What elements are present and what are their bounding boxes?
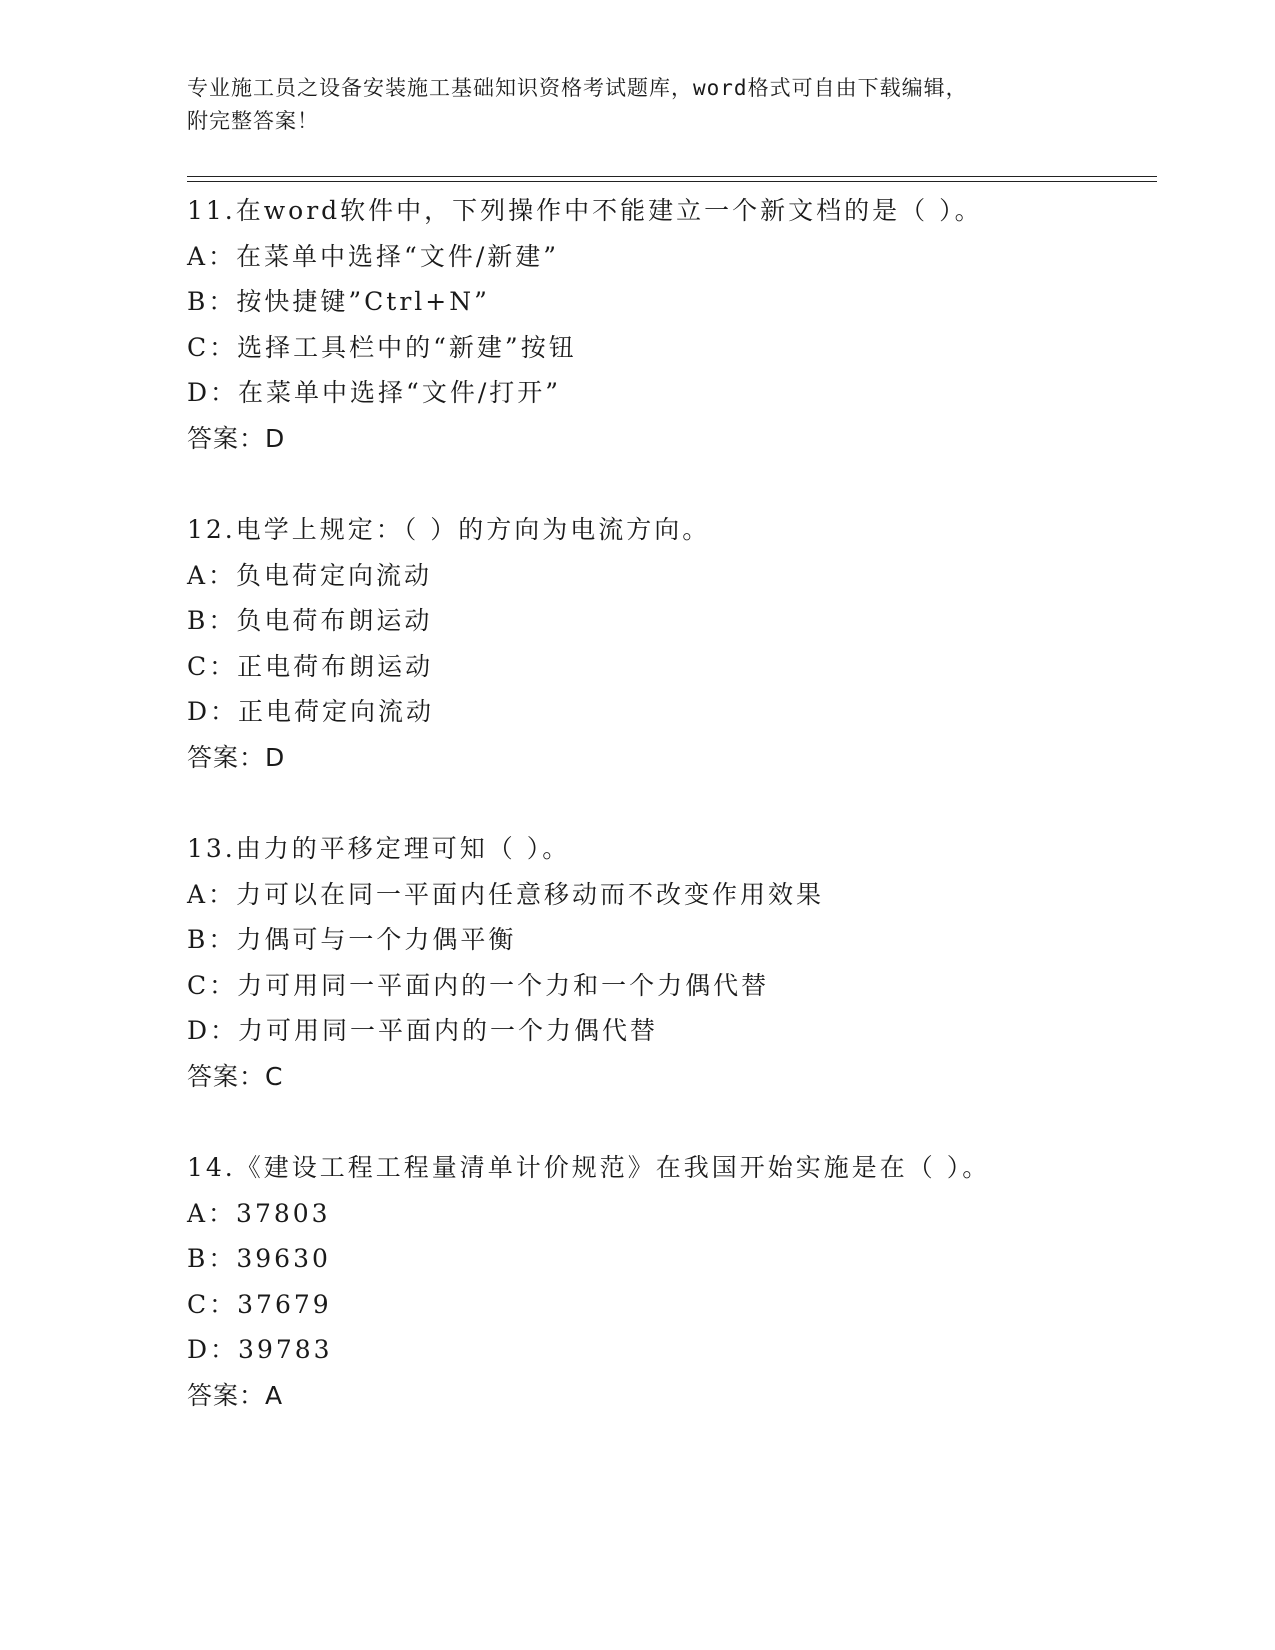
- option-b: B：负电荷布朗运动: [187, 606, 433, 635]
- option-a: A：在菜单中选择“文件/新建”: [187, 241, 560, 271]
- option-d: D：在菜单中选择“文件/打开”: [187, 378, 562, 407]
- header-divider-top: [187, 176, 1157, 177]
- option-c: C：正电荷布朗运动: [187, 651, 434, 681]
- question-list: [187, 188, 1187, 1464]
- document-header: [187, 72, 1067, 138]
- question-stem: 14.《建设工程工程量清单计价规范》在我国开始实施是在（ ）。: [187, 1153, 991, 1182]
- option-d: D：力可用同一平面内的一个力偶代替: [187, 1016, 659, 1045]
- answer-line: 答案：D: [187, 423, 286, 453]
- answer-line: 答案：C: [187, 1061, 284, 1091]
- option-d: D：正电荷定向流动: [187, 697, 435, 726]
- option-a: A：力可以在同一平面内任意移动而不改变作用效果: [187, 879, 825, 909]
- question-stem: 13.由力的平移定理可知（ ）。: [187, 834, 571, 863]
- option-c: C：选择工具栏中的“新建”按钮: [187, 332, 577, 362]
- option-d: D：39783: [187, 1335, 333, 1364]
- option-a: A：37803: [187, 1198, 331, 1228]
- question-12: [187, 507, 1187, 780]
- option-a: A：负电荷定向流动: [187, 560, 433, 590]
- question-13: [187, 826, 1187, 1099]
- question-14: [187, 1145, 1187, 1418]
- option-b: B：39630: [187, 1244, 331, 1273]
- answer-line: 答案：A: [187, 1380, 284, 1410]
- option-c: C：力可用同一平面内的一个力和一个力偶代替: [187, 970, 770, 1000]
- question-stem: 12.电学上规定：（ ）的方向为电流方向。: [187, 515, 711, 544]
- question-11: [187, 188, 1187, 461]
- option-b: B：力偶可与一个力偶平衡: [187, 925, 517, 954]
- header-line-2: 附完整答案！: [187, 109, 319, 133]
- header-line-1: 专业施工员之设备安装施工基础知识资格考试题库，word格式可自由下载编辑，: [187, 76, 968, 100]
- option-c: C：37679: [187, 1289, 332, 1319]
- header-divider-bottom: [187, 181, 1157, 182]
- answer-line: 答案：D: [187, 742, 286, 772]
- option-b: B：按快捷键”Ctrl+N”: [187, 287, 490, 316]
- question-stem: 11.在word软件中，下列操作中不能建立一个新文档的是（ ）。: [187, 196, 983, 225]
